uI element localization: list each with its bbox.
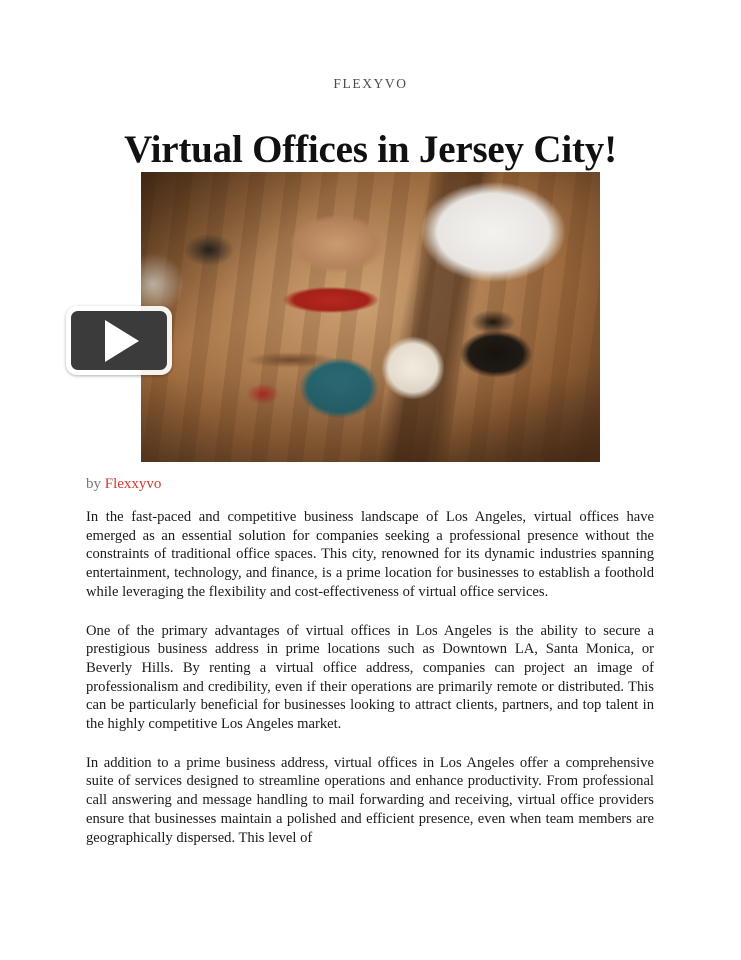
- byline-prefix: by: [86, 476, 105, 492]
- article-paragraph: In addition to a prime business address, virtual offices in Los Angeles offer a comprehensive suite of services designed to streamline operations and enhance productivity. From professional call answering and message handling to mail forwarding and receiving, virtual office providers ensure that businesses maintain a polished and efficient presence, even when team members are geographically dispersed. This level of: [86, 754, 654, 846]
- article-body: [86, 508, 654, 847]
- page-title: Virtual Offices in Jersey City!: [124, 128, 617, 172]
- play-icon: [105, 320, 139, 362]
- hero-image: [141, 172, 600, 462]
- byline-author-link[interactable]: Flexxyvo: [104, 476, 162, 492]
- byline: [86, 476, 161, 493]
- site-kicker: FLEXYVO: [333, 76, 408, 91]
- article-paragraph: In the fast-paced and competitive business landscape of Los Angeles, virtual offices have emerged as an essential solution for companies seeking a professional presence without the constraints of traditional office spaces. This city, renowned for its dynamic industries spanning entertainment, technology, and finance, is a prime location for businesses to establish a foothold while leveraging the flexibility and cost-effectiveness of virtual office services.: [86, 509, 654, 600]
- article-paragraph: One of the primary advantages of virtual offices in Los Angeles is the ability to secure a prestigious business address in prime locations such as Downtown LA, Santa Monica, or Beverly Hills. By renting a virtual office address, companies can project an image of professionalism and credibility, even if their operations are primarily remote or distributed. This can be particularly beneficial for businesses looking to attract clients, partners, and top talent in the highly competitive Los Angeles market.: [86, 622, 654, 733]
- play-button[interactable]: [66, 306, 172, 375]
- play-button-surface: [71, 311, 167, 370]
- hero-photo: [141, 172, 600, 462]
